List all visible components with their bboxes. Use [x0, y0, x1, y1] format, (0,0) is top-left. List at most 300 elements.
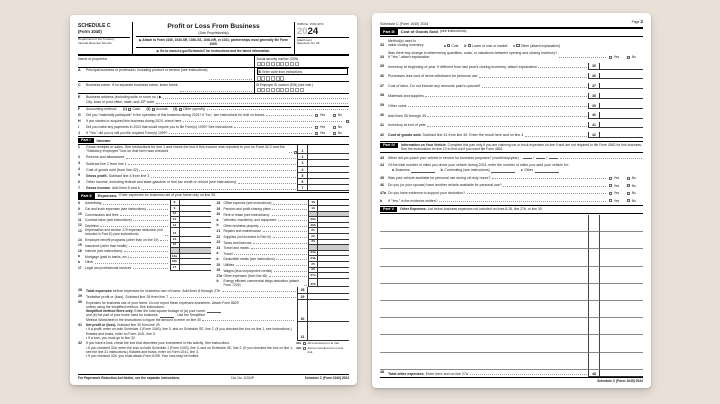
line-45-no-option — [627, 176, 643, 180]
ssn-block — [254, 56, 349, 67]
option-cash-checkbox[interactable] — [128, 108, 131, 111]
line-15-number: 15 — [78, 243, 82, 248]
part-2-header — [78, 192, 349, 201]
line-G-number: G — [78, 112, 81, 117]
form-line-J — [78, 130, 349, 136]
line-10-label: Commissions and fees — [85, 212, 119, 217]
line-44-number: 44 — [380, 162, 384, 167]
form-line-47a — [380, 188, 643, 196]
dotted-leader — [222, 291, 296, 292]
part-1-title: Income — [96, 137, 111, 143]
line-3-label: Subtract line 2 from line 1 — [86, 161, 127, 166]
yes-label: Yes — [613, 175, 620, 180]
dotted-leader — [251, 248, 306, 249]
line-26-number: 26 — [216, 268, 221, 273]
dotted-leader — [503, 186, 605, 187]
line-H-checkbox[interactable] — [346, 120, 349, 123]
line-46-label: Do you (or your spouse) have another vehicle available for personal use? — [388, 183, 502, 188]
line-20b-number: b — [216, 223, 219, 228]
line-45-number: 45 — [380, 175, 384, 180]
expense-amount-field[interactable] — [599, 232, 643, 249]
dotted-leader — [126, 158, 296, 159]
proprietor-row — [78, 56, 349, 68]
simplified-method-label: Simplified method filers only: — [86, 309, 134, 314]
expense-amount-field[interactable] — [599, 215, 643, 232]
dotted-leader — [120, 215, 168, 216]
line-24b-numbox: 24b — [308, 256, 317, 262]
expense-description-field[interactable] — [380, 249, 588, 266]
option-cash-label: Cash — [132, 107, 141, 112]
line-10-number: 10 — [78, 212, 82, 217]
option-accrual-label: Accrual — [156, 107, 168, 112]
line-J-yes-option — [315, 131, 331, 135]
schedule-c-page-1 — [70, 15, 357, 385]
expense-amount-field[interactable] — [599, 249, 643, 266]
line-28-number: 28 — [78, 288, 82, 293]
line-17-numbox: 17 — [170, 265, 179, 271]
line-6-numbox: 6 — [297, 179, 307, 185]
spacer — [78, 359, 349, 374]
department-line-1: Department of the Treasury — [78, 37, 130, 42]
dotted-leader — [169, 133, 312, 134]
line-22-numbox: 22 — [308, 234, 317, 240]
line-I-number: I — [78, 124, 79, 129]
home-sqft-label: Enter the total square footage of (a) your home: — [134, 309, 206, 314]
dotted-leader — [272, 215, 307, 216]
dotted-leader — [269, 276, 307, 277]
line-46-yes-option — [609, 184, 625, 188]
line-12-label: Depletion — [85, 223, 99, 228]
line-30-numbox: 30 — [297, 300, 307, 322]
line-16b-numbox: 16b — [170, 259, 179, 265]
line-J-yes-checkbox[interactable] — [315, 132, 318, 135]
form-id-block — [78, 22, 133, 54]
city-state-zip-field[interactable] — [156, 103, 348, 104]
form-header — [78, 22, 349, 56]
line-20b-label: Other business property — [223, 223, 259, 228]
dotted-leader — [139, 170, 295, 171]
line-37-label: Cost of labor. Do not include any amounts paid to yourself — [388, 84, 481, 89]
expense-amount-field[interactable] — [599, 284, 643, 301]
part-4-chip: Part IV — [380, 143, 398, 149]
business-code-box — [257, 68, 348, 75]
line-32-bullet-2: • If you checked 32b, you must attach Form 6198. Your loss may be limited. — [86, 354, 200, 359]
line-2-number: 2 — [78, 154, 80, 159]
line-5-number: 5 — [78, 173, 80, 178]
other-expense-row — [380, 232, 643, 249]
line-36-numbox: 36 — [588, 73, 599, 79]
line-41-numbox: 41 — [588, 122, 599, 128]
option-other-valuation-checkbox[interactable] — [516, 44, 519, 47]
line-24-number: 24 — [216, 245, 221, 250]
line-35-label: Inventory at beginning of year. If different from last year's closing inventory, attach explanation — [388, 64, 537, 69]
dotted-leader — [151, 177, 296, 178]
line-36-amount-cell[interactable] — [599, 73, 643, 79]
expense-description-field[interactable] — [380, 353, 588, 370]
line-27b-label: Energy efficient commercial bldgs deduction (attach Form 7205) — [223, 278, 299, 287]
line-35-number: 35 — [380, 64, 384, 69]
other-expense-row — [380, 318, 643, 335]
expenses-right-column — [217, 200, 350, 287]
line-10-numbox: 10 — [170, 212, 179, 218]
dotted-leader — [236, 265, 307, 266]
line-7-amount-cell[interactable] — [307, 185, 349, 191]
line-45-yes-checkbox[interactable] — [609, 177, 612, 180]
line-39-numbox: 39 — [588, 103, 599, 109]
form-title-block — [133, 22, 294, 54]
line-27b-amount-cell[interactable] — [317, 279, 349, 288]
option-lower-cost-market-checkbox[interactable] — [468, 44, 471, 47]
line-28-label: before expenses for business use of home. Add lines 8 through 27b — [112, 288, 221, 293]
expense-amount-field[interactable] — [599, 301, 643, 318]
line-a-number: A — [78, 68, 81, 73]
inventory-method-options — [438, 44, 560, 48]
line-27b-numbox: 27b — [308, 279, 317, 288]
line-24a-numbox: 24a — [308, 251, 317, 257]
dotted-leader — [238, 183, 296, 184]
dotted-leader — [129, 246, 168, 247]
yes-label: Yes — [613, 198, 620, 203]
line-20a-number: a — [216, 217, 219, 222]
part-2-title: Expenses. — [97, 193, 118, 199]
line-36-label: Purchases less cost of items withdrawn for personal use — [388, 74, 478, 79]
no-label: No — [337, 113, 343, 118]
dotted-leader — [439, 201, 605, 202]
yes-label: Yes — [319, 113, 326, 118]
expense-amount-field[interactable] — [599, 267, 643, 284]
line-16a-label: Mortgage (paid to banks, etc.) — [85, 254, 129, 259]
dotted-leader — [124, 251, 168, 252]
part-2-note: Enter expenses for business use of your home only on line 30. — [119, 193, 217, 198]
line-18-numbox: 18 — [308, 200, 317, 206]
line-40-amount-cell[interactable] — [599, 112, 643, 118]
line-17-number: 17 — [78, 265, 82, 270]
line-47a-yes-checkbox[interactable] — [609, 192, 612, 195]
line-48-amount-cell[interactable] — [599, 370, 643, 377]
form-line-48 — [380, 370, 643, 377]
line-7-number: 7 — [78, 185, 80, 190]
form-line-43 — [380, 155, 643, 161]
line-47a-yes-option — [609, 191, 625, 195]
divider — [136, 36, 291, 37]
expense-row-numbox — [588, 249, 599, 266]
form-line-13 — [78, 228, 211, 237]
line-a-label: Principal business or profession, including product or service (see instructions) — [86, 68, 208, 73]
cost-of-goods-rows — [380, 60, 643, 138]
yes-label: Yes — [319, 131, 326, 136]
line-40-number: 40 — [380, 112, 384, 117]
dotted-leader — [408, 106, 587, 107]
name-of-proprietor-label: Name of proprietor — [78, 56, 108, 61]
line-16a-number: a — [78, 254, 80, 259]
line-7-numbox: 7 — [297, 185, 307, 191]
line-33-label: Method(s) used to value closing inventory: — [388, 39, 425, 48]
line-20-number: 20 — [216, 212, 221, 217]
line-b — [254, 68, 349, 82]
line-47b-number: b — [380, 198, 383, 203]
form-line-42: 42 Cost of goods sold. Subtract line 41 from line 40. Enter the result here and on line 4 42 — [380, 132, 643, 138]
line-44-label: Of the total number of miles you drove your vehicle during 2024, enter the number of miles you used your vehicle for: — [388, 163, 569, 168]
option-other-method-checkbox[interactable] — [179, 108, 182, 111]
line-8-numbox: 8 — [170, 200, 179, 206]
line-30-label-2: unless using the simplified method. See instructions. — [86, 304, 165, 309]
dotted-leader — [160, 240, 168, 241]
line-48-number: 48 — [380, 370, 384, 375]
line-47a-number: 47a — [380, 190, 386, 195]
form-line-40 — [380, 112, 643, 118]
line-26-label: Wages (less employment credits) — [223, 268, 273, 273]
line-32-label: If you have a loss, check the box that describes your investment in this activity. See instructions. — [86, 341, 230, 346]
line-1-amount-cell[interactable] — [307, 145, 349, 154]
line-J-no-checkbox[interactable] — [333, 132, 336, 135]
line-21-numbox: 21 — [308, 228, 317, 234]
line-4-label: Cost of goods sold (from line 42) — [86, 167, 138, 172]
option-cost-checkbox[interactable] — [447, 44, 450, 47]
other-expense-row — [380, 284, 643, 301]
other-expense-row — [380, 301, 643, 318]
line-19-label: Pension and profit-sharing plans — [223, 206, 271, 211]
department-line-2: Internal Revenue Service — [78, 40, 112, 45]
ssn-boxes[interactable] — [257, 62, 348, 67]
line-24-label: Travel and meals: — [223, 246, 250, 251]
line-24b-label: Deductible meals (see instructions) — [223, 257, 275, 262]
line-27b-number: b — [216, 279, 219, 284]
expense-description-field[interactable] — [380, 301, 588, 318]
line-24b-number: b — [216, 256, 219, 261]
dotted-leader — [273, 237, 307, 238]
line-G-no-checkbox[interactable] — [333, 114, 336, 117]
line-4-numbox: 4 — [297, 167, 307, 173]
dotted-leader — [260, 226, 306, 227]
line-14-number: 14 — [78, 237, 82, 242]
expense-row-numbox — [588, 301, 599, 318]
line-22-label: Supplies (not included in Part III) — [223, 234, 272, 239]
line-33-block — [380, 39, 643, 48]
expense-description-field[interactable] — [380, 335, 588, 352]
totals-rows — [78, 287, 349, 299]
line-c — [78, 82, 254, 93]
some-investment-not-at-risk-checkbox[interactable] — [303, 347, 306, 350]
line-13-amount-cell[interactable] — [179, 228, 211, 237]
yes-label: Yes — [319, 125, 326, 130]
line-46-number: 46 — [380, 183, 384, 188]
line-30-label-1: Expenses for business use of your home. Do not report these expenses elsewhere. Attach Form 8829 — [86, 300, 239, 305]
line-32b-number: 32b — [296, 345, 302, 350]
line-22-number: 22 — [216, 234, 221, 239]
line-42-amount-cell[interactable] — [599, 132, 643, 138]
form-line-28: 28 Total expenses before expenses for business use of home. Add lines 8 through 27b 28 — [78, 287, 349, 293]
other-expense-row — [380, 249, 643, 266]
expenses-grid — [78, 200, 349, 287]
line-38-amount-cell[interactable] — [599, 93, 643, 99]
expense-row-numbox — [588, 335, 599, 352]
line-35-amount-cell[interactable] — [599, 63, 643, 69]
line-5-label: Subtract line 4 from line 3 — [108, 174, 150, 179]
page-word: Page — [631, 20, 640, 24]
line-47a-no-option — [627, 191, 643, 195]
schedule-label: SCHEDULE C — [78, 23, 111, 29]
line-G-yes-checkbox[interactable] — [315, 114, 318, 117]
line-2-label: Returns and allowances — [86, 155, 125, 160]
dotted-leader — [470, 374, 587, 375]
option-accrual: (2) Accrual — [146, 107, 168, 112]
line-47b-yes-checkbox[interactable] — [609, 199, 612, 202]
line-I-yes-checkbox[interactable] — [315, 126, 318, 129]
no-label: No — [631, 191, 637, 196]
line-20a-numbox: 20a — [308, 217, 317, 223]
line-39-label: Other costs — [388, 103, 407, 108]
line-a-b-row — [78, 68, 349, 83]
line-32b-label: Some investment is not at risk. — [307, 345, 344, 354]
line-30-amount-cell[interactable] — [307, 300, 349, 322]
attach-instruction: ▶ Attach to Form 1040, 1040-SR, 1040-SS, 1040-NR, or 1041; partnerships must generally file Form 1065. — [139, 38, 288, 47]
yes-label: Yes — [613, 191, 620, 196]
option-other-valuation-label: Other (attach explanation) — [520, 43, 561, 48]
form-line-41 — [380, 122, 643, 128]
line-33-number: 33 — [380, 43, 384, 48]
dotted-leader — [559, 57, 606, 58]
line-31-bullet-2: • If a loss, you must go to line 32. — [86, 335, 136, 340]
form-line-47b — [380, 196, 643, 204]
line-G-label: Did you "materially participate" in the operation of this business during 2024? If "No," see instructions for limit on losses — [86, 113, 265, 118]
expense-description-field[interactable] — [380, 284, 588, 301]
line-6-number: 6 — [78, 179, 80, 184]
line-34-yes-checkbox[interactable] — [609, 56, 612, 59]
line-17-amount-cell[interactable] — [179, 265, 211, 271]
dotted-leader — [425, 96, 586, 97]
line-29-numbox: 29 — [297, 294, 307, 300]
line-13-numbox: 13 — [170, 228, 179, 237]
ein-boxes[interactable] — [257, 88, 348, 93]
vehicle-service-date-field[interactable]: / / — [522, 155, 559, 160]
dotted-leader — [289, 152, 292, 153]
line-29-label: Tentative profit or (loss). Subtract line 28 from line 7 — [86, 294, 169, 299]
line-31-bold-label: Net profit or (loss). — [86, 323, 117, 328]
option-cash: (1) Cash — [122, 107, 141, 112]
expense-description-field[interactable] — [380, 318, 588, 335]
line-31-amount-cell[interactable] — [307, 322, 349, 340]
business-address-field[interactable] — [163, 98, 347, 99]
line-48-numbox: 48 — [588, 370, 599, 377]
line-a — [78, 68, 254, 82]
vehicle-questions — [380, 173, 643, 203]
form-line-38 — [380, 93, 643, 99]
line-32-block — [78, 341, 349, 359]
other-expense-row — [380, 353, 643, 370]
line-47b-no-option — [627, 199, 643, 203]
line-37-amount-cell[interactable] — [599, 83, 643, 89]
line-35-numbox: 35 — [588, 63, 599, 69]
option-accrual-checkbox[interactable] — [152, 108, 155, 111]
line-e-block — [78, 94, 349, 106]
line-16-label: Interest (see instructions): — [85, 249, 123, 254]
line-32a-label: All investment is at risk. — [307, 340, 340, 345]
expense-description-field[interactable] — [380, 267, 588, 284]
dotted-leader — [278, 220, 307, 221]
home-sqft-field[interactable] — [207, 310, 221, 314]
line-47b-no-checkbox[interactable] — [627, 199, 630, 202]
line-38-label: Materials and supplies — [388, 94, 424, 98]
business-sqft-label: and (b) the part of your home used for business: — [86, 313, 159, 318]
line-27a-numbox: 27a — [308, 273, 317, 279]
ssn-label: Social security number (SSN) — [256, 56, 299, 61]
form-line-1 — [78, 145, 349, 154]
line-19-number: 19 — [216, 206, 221, 211]
dotted-leader — [165, 235, 168, 236]
line-3-number: 3 — [78, 161, 80, 166]
expense-amount-field[interactable] — [599, 318, 643, 335]
year-prefix: 20 — [297, 26, 308, 38]
dotted-leader — [234, 254, 306, 255]
mileage-44b: b Commuting (see instructions) — [441, 168, 517, 172]
line-30-text — [78, 300, 297, 322]
other-method-field[interactable] — [207, 109, 348, 110]
line-47a-no-checkbox[interactable] — [627, 192, 630, 195]
tax-year — [297, 27, 349, 37]
line-46-yes-checkbox[interactable] — [609, 184, 612, 187]
line-42-number: 42 — [380, 132, 384, 137]
line-40-label: Add lines 35 through 39 — [388, 113, 426, 118]
line-16b-number: b — [78, 260, 81, 265]
line-I-no-checkbox[interactable] — [333, 126, 336, 129]
other-expense-row — [380, 267, 643, 284]
expense-description-field[interactable] — [380, 232, 588, 249]
expense-amount-field[interactable] — [599, 353, 643, 370]
line-5-numbox: 5 — [297, 173, 307, 179]
dotted-leader — [263, 231, 307, 232]
line-46-no-checkbox[interactable] — [627, 184, 630, 187]
line-27a-label: Other expenses (from line 48) — [223, 274, 268, 279]
line-e-city-label: City, town or post office, state, and ZIP code — [86, 100, 155, 105]
mileage-44b-label: Commuting (see instructions) — [444, 168, 490, 173]
expense-description-field[interactable] — [380, 215, 588, 232]
line-34-number: 34 — [380, 54, 384, 59]
line-41-amount-cell[interactable] — [599, 122, 643, 128]
form-id-header: Schedule C (Form 1040) 2024 — [380, 21, 429, 26]
line-31-text — [78, 322, 297, 340]
expense-row-numbox — [588, 353, 599, 370]
line-24a-number: a — [216, 251, 219, 256]
form-title: Profit or Loss From Business — [167, 23, 260, 30]
line-c-label: Business name. If no separate business name, leave blank. — [86, 82, 179, 87]
line-34-no-checkbox[interactable] — [627, 56, 630, 59]
line-15-label: Insurance (other than health) — [85, 243, 128, 248]
dotted-leader — [209, 79, 251, 80]
line-31-numbox: 31 — [297, 322, 307, 340]
form-line-34 — [380, 50, 643, 60]
line-38-numbox: 38 — [588, 93, 599, 99]
line-45-no-checkbox[interactable] — [627, 177, 630, 180]
yes-label: Yes — [613, 183, 620, 188]
line-e-number: E — [78, 95, 81, 100]
dotted-leader — [276, 259, 306, 260]
dotted-leader — [492, 178, 606, 179]
line-47a-label: Do you have evidence to support your deduction? — [388, 191, 466, 196]
other-expense-row — [380, 335, 643, 352]
option-other-method-label: Other (specify) — [182, 107, 206, 112]
dotted-leader — [128, 164, 295, 165]
line-32-bullet-1: • If you checked 32a, enter the loss on both Schedule 1 (Form 1040), line 3, and on Schedule SE, line 2. (If you checked the box on line 1, see the line 31 instructions.) Estates and trusts, enter on Form 1041, line 3. — [86, 345, 294, 354]
expense-amount-field[interactable] — [599, 335, 643, 352]
all-investment-at-risk-checkbox[interactable] — [303, 342, 306, 345]
line-13-number: 13 — [78, 228, 82, 233]
line-39-amount-cell[interactable] — [599, 103, 643, 109]
business-code-boxes[interactable] — [257, 76, 348, 81]
line-23-label: Taxes and licenses — [223, 240, 252, 245]
option-cost-label: Cost — [451, 43, 459, 48]
line-b-number: B — [258, 69, 261, 74]
line-32-number: 32 — [78, 341, 82, 346]
